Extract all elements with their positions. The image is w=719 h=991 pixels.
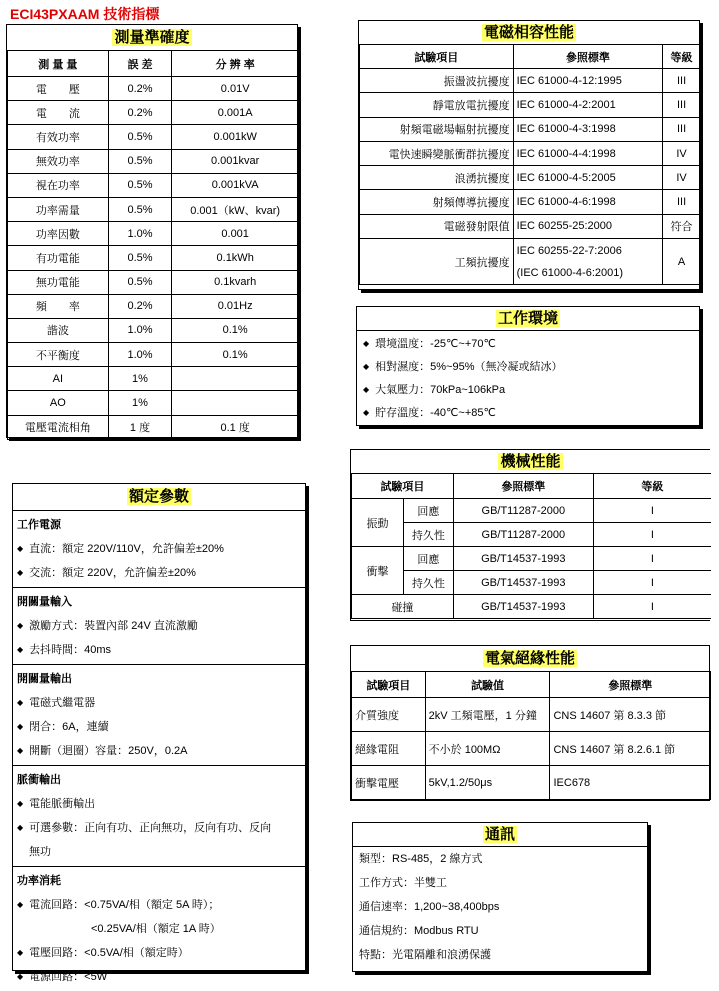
accuracy-table (7, 50, 299, 440)
error-cell: 0.2% (108, 101, 172, 125)
ratings-group (13, 587, 305, 664)
ratings-group-title: 功率消耗 (17, 875, 61, 887)
mechanical-section (350, 449, 710, 621)
emc-grade: III (663, 93, 701, 117)
table-row (352, 766, 711, 800)
comm-item: 通信規約：Modbus RTU (359, 925, 479, 937)
ratings-line-cont: <0.25VA/相（額定 1A 時） (91, 923, 221, 935)
resolution-cell: 0.001kW (172, 125, 299, 149)
quantity-cell: 有效功率 (8, 125, 109, 149)
ins-standard: IEC678 (550, 766, 711, 800)
ins-item: 衝擊電壓 (352, 766, 426, 800)
emc-standard: IEC 61000-4-12:1995 (513, 69, 662, 93)
ratings-line: ◆ 交流：額定 220V，允許偏差±20% (17, 561, 301, 585)
ratings-line: ◆ 激勵方式：裝置內部 24V 直流激勵 (17, 614, 301, 638)
emc-item: 電磁發射限值 (360, 214, 514, 238)
comm-item: 類型：RS-485，2 線方式 (359, 853, 483, 865)
emc-standard: IEC 61000-4-2:2001 (513, 93, 662, 117)
quantity-cell: 功率需量 (8, 197, 109, 221)
emc-grade: IV (663, 141, 701, 165)
ratings-group (13, 866, 305, 991)
ratings-heading: 額定參數 (128, 488, 189, 505)
ratings-line: ◆ 開斷（迴圈）容量：250V，0.2A (17, 739, 301, 763)
comm-item: 工作方式：半雙工 (359, 877, 447, 889)
accuracy-heading: 測量準確度 (114, 29, 190, 46)
mech-standard: GB/T14537-1993 (453, 547, 593, 571)
ratings-group (13, 510, 305, 587)
table-row (352, 698, 711, 732)
comm-section (352, 822, 648, 972)
emc-grade: A (663, 239, 701, 285)
accuracy-section (6, 24, 298, 438)
ins-value: 2kV 工頻電壓，1 分鐘 (425, 698, 550, 732)
emc-standard: IEC 61000-4-4:1998 (513, 141, 662, 165)
environment-list (363, 333, 563, 425)
comm-item: 通信速率：1,200~38,400bps (359, 901, 500, 913)
mech-grade: I (593, 547, 711, 571)
emc-table (359, 44, 701, 285)
error-cell: 1.0% (108, 343, 172, 367)
emc-grade: IV (663, 166, 701, 190)
table-row (360, 93, 701, 117)
emc-standard: IEC 61000-4-3:1998 (513, 117, 662, 141)
error-cell: 0.5% (108, 149, 172, 173)
table-row (360, 239, 701, 285)
emc-col-grade: 等級 (663, 45, 701, 69)
ins-item: 絕緣電阻 (352, 732, 426, 766)
ratings-line: ◆ 電流回路：<0.75VA/相（額定 5A 時）； (17, 893, 301, 917)
error-cell: 1.0% (108, 318, 172, 342)
resolution-cell: 0.1kWh (172, 246, 299, 270)
environment-section (356, 306, 700, 426)
ratings-line: ◆ 閉合：6A，連續 (17, 715, 301, 739)
quantity-cell: 電壓電流相角 (8, 415, 109, 439)
error-cell: 0.5% (108, 246, 172, 270)
table-row (8, 343, 299, 367)
col-error: 誤 差 (108, 51, 172, 77)
ratings-line: ◆ 電磁式繼電器 (17, 691, 301, 715)
ins-value: 不小於 100MΩ (425, 732, 550, 766)
table-row (8, 246, 299, 270)
mech-standard: GB/T14537-1993 (453, 595, 593, 619)
resolution-cell: 0.1kvarh (172, 270, 299, 294)
quantity-cell: 無功電能 (8, 270, 109, 294)
emc-item: 電快速瞬變脈衝群抗擾度 (360, 141, 514, 165)
col-quantity: 測 量 量 (8, 51, 109, 77)
resolution-cell: 0.001kvar (172, 149, 299, 173)
emc-item: 浪湧抗擾度 (360, 166, 514, 190)
table-row (8, 270, 299, 294)
sub-item: 持久性 (403, 571, 453, 595)
sub-item: 回應 (403, 547, 453, 571)
quantity-cell: 有功電能 (8, 246, 109, 270)
table-row (8, 77, 299, 101)
error-cell: 1% (108, 391, 172, 415)
emc-item: 射頻傳導抗擾度 (360, 190, 514, 214)
bump-label: 碰撞 (352, 595, 454, 619)
comm-list (359, 847, 499, 967)
environment-item: ◆ 大氣壓力：70kPa~106kPa (363, 379, 563, 402)
resolution-cell: 0.001A (172, 101, 299, 125)
table-row (352, 732, 711, 766)
quantity-cell: 不平衡度 (8, 343, 109, 367)
ratings-line: ◆ 去抖時間：40ms (17, 638, 301, 662)
resolution-cell: 0.001kVA (172, 173, 299, 197)
error-cell: 0.5% (108, 197, 172, 221)
resolution-cell: 0.001（kW、kvar) (172, 197, 299, 221)
quantity-cell: 功率因數 (8, 222, 109, 246)
insulation-table (351, 671, 711, 800)
col-resolution: 分 辨 率 (172, 51, 299, 77)
ratings-section (12, 483, 306, 983)
mech-col-standard: 參照標準 (453, 474, 593, 499)
resolution-cell: 0.1 度 (172, 415, 299, 439)
quantity-cell: AO (8, 391, 109, 415)
emc-standard: IEC 60255-22-7:2006 (IEC 61000-4-6:2001) (513, 239, 662, 285)
environment-item: ◆ 環境溫度：-25℃~+70℃ (363, 333, 563, 356)
mech-grade: I (593, 523, 711, 547)
error-cell: 1 度 (108, 415, 172, 439)
ins-value: 5kV,1.2/50μs (425, 766, 550, 800)
ratings-group (13, 664, 305, 765)
emc-heading: 電磁相容性能 (483, 24, 574, 41)
quantity-cell: 諧波 (8, 318, 109, 342)
ratings-group (13, 765, 305, 866)
shock-label: 衝擊 (352, 547, 404, 595)
table-row (8, 173, 299, 197)
mech-col-grade: 等級 (593, 474, 711, 499)
mechanical-table (351, 473, 711, 619)
resolution-cell: 0.1% (172, 318, 299, 342)
emc-col-item: 試驗項目 (360, 45, 514, 69)
quantity-cell: 頻 率 (8, 294, 109, 318)
table-row (8, 101, 299, 125)
ratings-line: ◆ 可選參數：正向有功、正向無功，反向有功、反向 (17, 816, 301, 840)
insulation-section (350, 645, 710, 801)
ratings-group-title: 開關量輸入 (17, 596, 72, 608)
mech-grade: I (593, 571, 711, 595)
ins-item: 介質強度 (352, 698, 426, 732)
error-cell: 0.5% (108, 125, 172, 149)
emc-grade: III (663, 69, 701, 93)
mech-standard: GB/T11287-2000 (453, 523, 593, 547)
mechanical-heading: 機械性能 (500, 453, 561, 470)
ratings-group-title: 工作電源 (17, 519, 61, 531)
error-cell: 0.2% (108, 294, 172, 318)
table-row (352, 523, 712, 547)
emc-item: 射頻電磁場輻射抗擾度 (360, 117, 514, 141)
ins-col-standard: 參照標準 (550, 672, 711, 698)
ratings-line-cont: 無功 (29, 846, 51, 858)
ratings-line: ◆ 電源回路：<5W (17, 965, 301, 989)
emc-grade: 符合 (663, 214, 701, 238)
quantity-cell: 電 壓 (8, 77, 109, 101)
document-title: ECI43PXAAM 技術指標 (10, 6, 160, 22)
ratings-line: ◆ 直流：額定 220V/110V，允許偏差±20% (17, 537, 301, 561)
table-row (360, 117, 701, 141)
quantity-cell: AI (8, 367, 109, 391)
ins-standard: CNS 14607 第 8.2.6.1 節 (550, 732, 711, 766)
error-cell: 1% (108, 367, 172, 391)
ratings-group-title: 開關量輸出 (17, 673, 72, 685)
ins-standard: CNS 14607 第 8.3.3 節 (550, 698, 711, 732)
table-row (8, 391, 299, 415)
error-cell: 1.0% (108, 222, 172, 246)
table-row (8, 367, 299, 391)
ins-col-value: 試驗值 (425, 672, 550, 698)
vibration-label: 振動 (352, 499, 404, 547)
mech-col-item: 試驗項目 (352, 474, 454, 499)
mech-standard: GB/T14537-1993 (453, 571, 593, 595)
comm-heading: 通訊 (484, 826, 515, 843)
emc-col-standard: 參照標準 (513, 45, 662, 69)
table-row (8, 415, 299, 439)
table-row (352, 571, 712, 595)
emc-grade: III (663, 117, 701, 141)
ratings-body (13, 510, 305, 991)
emc-standard: IEC 60255-25:2000 (513, 214, 662, 238)
quantity-cell: 電 流 (8, 101, 109, 125)
sub-item: 回應 (403, 499, 453, 523)
table-row (8, 125, 299, 149)
comm-item: 特點：光電隔離和浪湧保護 (359, 949, 491, 961)
ins-col-item: 試驗項目 (352, 672, 426, 698)
environment-item: ◆ 貯存溫度：-40℃~+85℃ (363, 402, 563, 425)
emc-item: 工頻抗擾度 (360, 239, 514, 285)
table-row (360, 166, 701, 190)
table-row (360, 69, 701, 93)
table-row (8, 294, 299, 318)
mech-grade: I (593, 499, 711, 523)
table-row (8, 318, 299, 342)
resolution-cell (172, 391, 299, 415)
resolution-cell: 0.1% (172, 343, 299, 367)
ratings-line: ◆ 電壓回路：<0.5VA/相（額定時） (17, 941, 301, 965)
resolution-cell (172, 367, 299, 391)
table-row (360, 141, 701, 165)
quantity-cell: 視在功率 (8, 173, 109, 197)
emc-standard: IEC 61000-4-5:2005 (513, 166, 662, 190)
emc-standard: IEC 61000-4-6:1998 (513, 190, 662, 214)
table-row (8, 197, 299, 221)
ratings-group-title: 脈衝輸出 (17, 774, 61, 786)
resolution-cell: 0.001 (172, 222, 299, 246)
error-cell: 0.2% (108, 77, 172, 101)
table-row (8, 222, 299, 246)
table-row (352, 547, 712, 571)
error-cell: 0.5% (108, 270, 172, 294)
sub-item: 持久性 (403, 523, 453, 547)
environment-item: ◆ 相對濕度：5%~95%（無冷凝或結冰） (363, 356, 563, 379)
table-row (8, 149, 299, 173)
mech-grade: I (593, 595, 711, 619)
table-row (360, 190, 701, 214)
emc-item: 靜電放電抗擾度 (360, 93, 514, 117)
table-row (352, 499, 712, 523)
quantity-cell: 無效功率 (8, 149, 109, 173)
ratings-line: ◆ 電能脈衝輸出 (17, 792, 301, 816)
table-row (352, 595, 712, 619)
resolution-cell: 0.01Hz (172, 294, 299, 318)
emc-section (358, 20, 700, 290)
insulation-heading: 電氣絕緣性能 (484, 650, 575, 667)
table-row (360, 214, 701, 238)
emc-grade: III (663, 190, 701, 214)
error-cell: 0.5% (108, 173, 172, 197)
emc-item: 振盪波抗擾度 (360, 69, 514, 93)
resolution-cell: 0.01V (172, 77, 299, 101)
environment-heading: 工作環境 (497, 310, 558, 327)
mech-standard: GB/T11287-2000 (453, 499, 593, 523)
